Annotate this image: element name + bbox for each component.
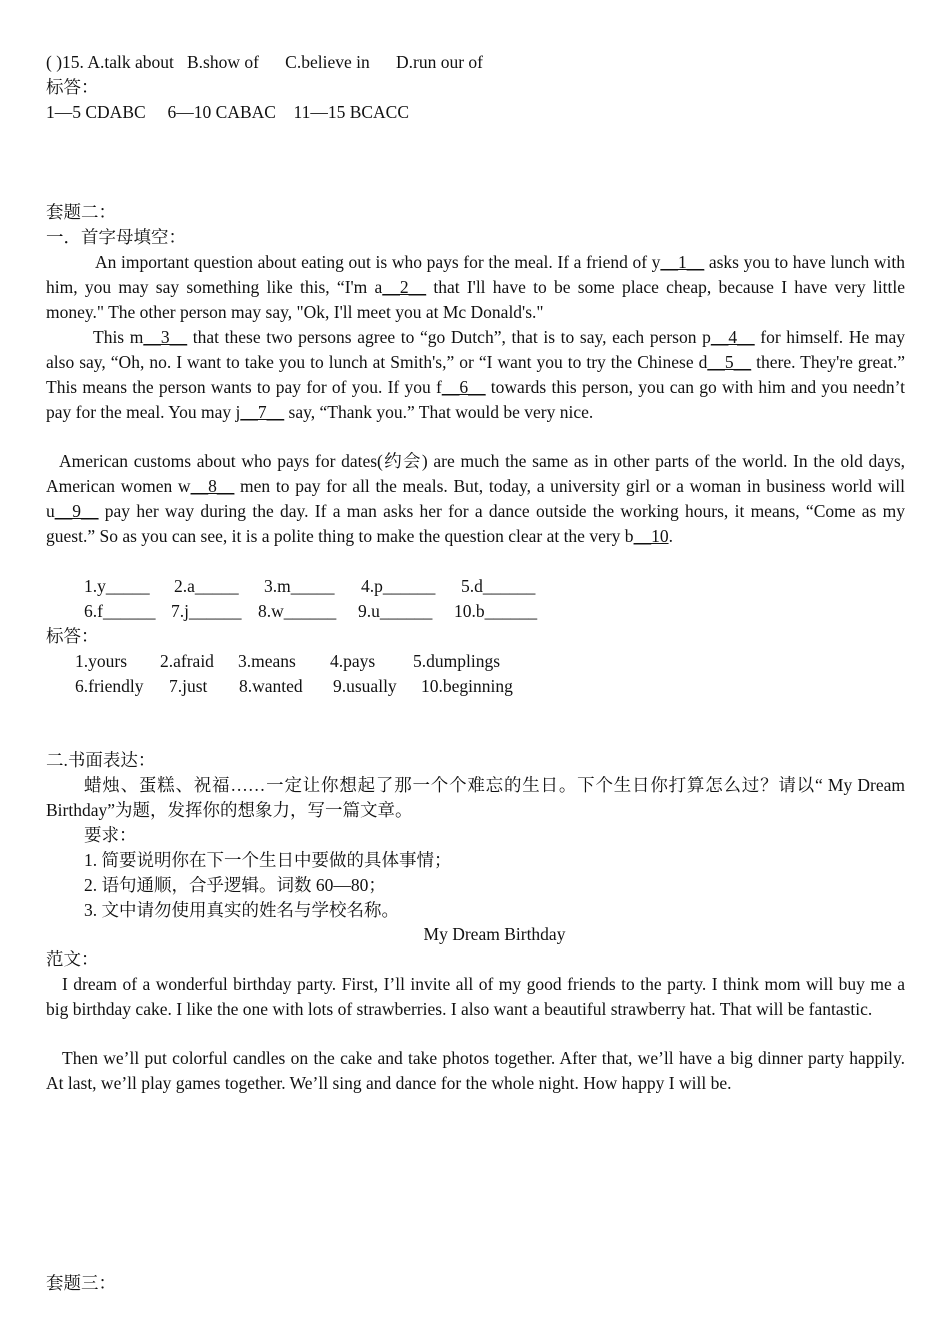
answer-item: 8.wanted (239, 676, 303, 696)
requirement-3: 3. 文中请勿使用真实的姓名与学校名称。 (84, 900, 399, 920)
question-15 (46, 50, 905, 75)
answer-item: 2.afraid (160, 651, 214, 671)
essay-title: My Dream Birthday (423, 924, 566, 944)
answer-item: 10.beginning (421, 676, 513, 696)
blank-8: __8__ (190, 475, 235, 496)
option-c: C.believe in (285, 52, 370, 72)
answer-key (46, 100, 905, 125)
blank-7: __7__ (240, 401, 285, 422)
blank-item: 10.b______ (454, 601, 538, 621)
blank-4: __4__ (710, 327, 755, 347)
answer-group-1: 1—5 CDABC (46, 102, 146, 122)
blank-list-row-1 (84, 574, 943, 599)
requirements-label: 要求： (84, 825, 137, 845)
blank-list-row-2 (84, 599, 943, 624)
set2-title: 套题二： (46, 202, 116, 222)
answer-group-2: 6—10 CABAC (167, 102, 276, 122)
blank-9: __9__ (54, 500, 99, 521)
blank-1: __1__ (660, 252, 705, 272)
answer-item: 4.pays (330, 651, 376, 671)
option-d: D.run our of (395, 52, 483, 72)
cloze-paragraph-3: American customs about who pays for dates(约会) are much the same as in other parts of the world. In the old days, American women w__8__ men to pay for all the meals. But, today, a university girl or a woman in business world will u__9__ pay her way during the day. If a man asks her for a dance outside the working hours, it means, “Come as my guest.” So as you can see, it is a polite thing to make the question clear at the very b__10. (46, 451, 905, 546)
answer-item: 9.usually (333, 676, 397, 696)
set3-title: 套题三： (46, 1273, 116, 1293)
sample-paragraph-1: I dream of a wonderful birthday party. First, I’ll invite all of my good friends to the party. I think mom will buy me a big birthday cake. I like the one with lots of strawberries. I also want a beautiful strawberry hat. That will be fantastic. (46, 974, 905, 1019)
blank-item: 9.u______ (358, 601, 433, 621)
answer-item: 6.friendly (75, 676, 144, 696)
answer-label: 标答： (46, 77, 99, 97)
blank-item: 8.w______ (258, 601, 337, 621)
section-2-heading: 二.书面表达： (46, 750, 156, 770)
cloze-paragraph-1: An important question about eating out is who pays for the meal. If a friend of y__1__ asks you to have lunch with him, you may say something like this, “I'm a__2__ that I'll have to be some place cheap, because I have very little money." The other person may say, "Ok, I'll meet you at Mc Donald's." (46, 252, 906, 322)
answer-row-1 (75, 649, 934, 674)
answer-label-2: 标答： (46, 626, 99, 646)
requirement-1: 1. 简要说明你在下一个生日中要做的具体事情； (84, 850, 452, 870)
blank-2: __2__ (382, 276, 427, 297)
sample-label: 范文： (46, 949, 99, 969)
blank-3: __3__ (143, 327, 188, 347)
blank-5: __5__ (707, 351, 752, 372)
requirement-2: 2. 语句通顺，合乎逻辑。词数 60—80； (84, 875, 386, 895)
cloze-paragraph-2: This m__3__ that these two persons agree to “go Dutch”, that is to say, each person p__4__ for himself. He may also say, “Oh, no. I want to take you to lunch at Smith's,” or “I want you to try the Chinese d__5__ there. They're great.” This means the person wants to pay for of you. If you f__6__ towards this person, you can go with him and you needn’t pay for the meal. You may j__7__ say, “Thank you.” That would be very nice. (46, 327, 906, 422)
blank-item: 4.p______ (361, 576, 436, 596)
answer-group-3: 11—15 BCACC (293, 102, 410, 122)
answer-item: 1.yours (75, 651, 128, 671)
answer-item: 7.just (169, 676, 208, 696)
sample-paragraph-2: Then we’ll put colorful candles on the cake and take photos together. After that, we’ll have a big dinner party happily. At last, we’ll play games together. We’ll sing and dance for the whole night. How happy I will be. (46, 1048, 905, 1093)
blank-item: 2.a_____ (174, 576, 239, 596)
question-number: ( )15. (46, 52, 84, 72)
blank-item: 7.j______ (171, 601, 242, 621)
blank-item: 1.y_____ (84, 576, 150, 596)
section-1-heading: 一．首字母填空： (46, 227, 186, 247)
answer-item: 5.dumplings (413, 651, 501, 671)
blank-item: 6.f______ (84, 601, 156, 621)
blank-6: __6__ (441, 376, 486, 397)
option-b: B.show of (186, 52, 259, 72)
option-a: A.talk about (87, 52, 174, 72)
writing-prompt: 蜡烛、蛋糕、祝福……一定让你想起了那一个个难忘的生日。下个生日你打算怎么过？请以“ My Dream Birthday”为题，发挥你的想象力，写一篇文章。 (46, 775, 905, 820)
blank-10: __10 (633, 525, 669, 546)
answer-row-2 (75, 674, 934, 699)
blank-item: 3.m_____ (264, 576, 335, 596)
answer-item: 3.means (238, 651, 296, 671)
blank-item: 5.d______ (461, 576, 536, 596)
